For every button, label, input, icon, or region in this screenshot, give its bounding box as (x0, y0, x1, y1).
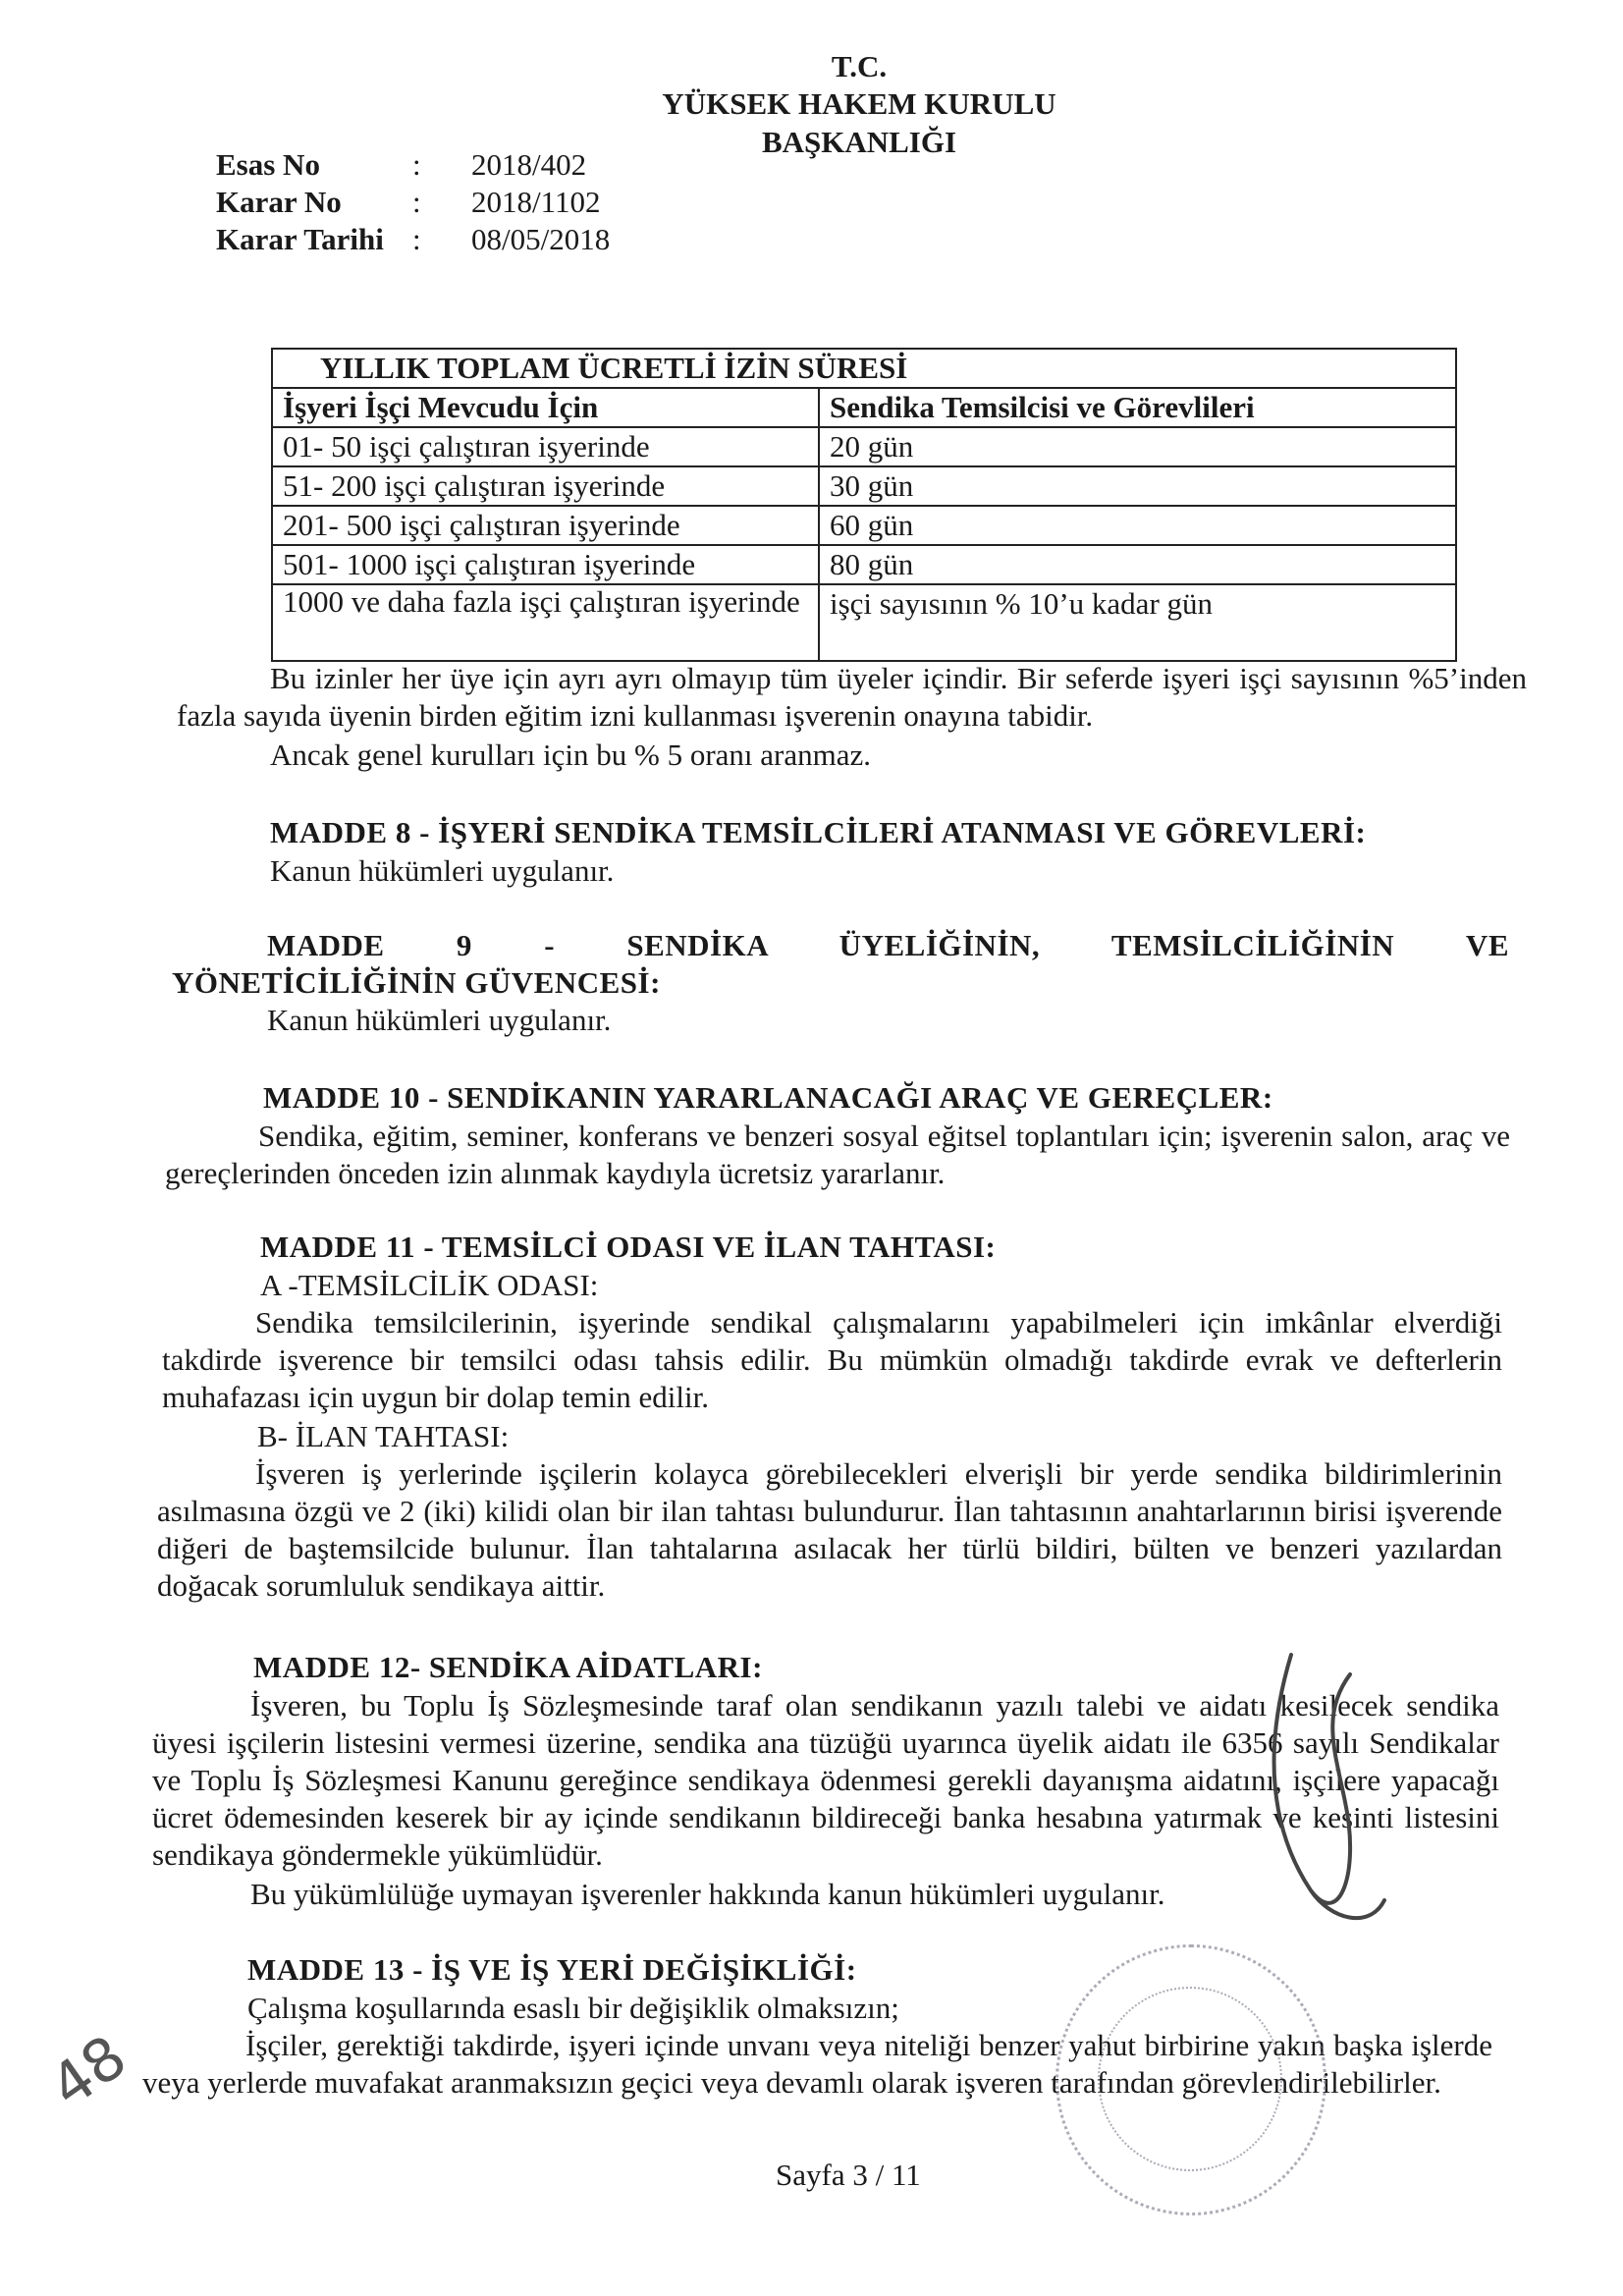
table-cell: 80 gün (819, 545, 1456, 584)
table-cell: 501- 1000 işçi çalıştıran işyerinde (272, 545, 819, 584)
meta-label: Esas No (216, 147, 320, 182)
table-row (272, 584, 1456, 661)
madde-11-text-a: Sendika temsilcilerinin, işyerinde sendikal çalışmalarını yapabilmeleri için imkânlar elverdiği takdirde işverence bir temsilci odası tahsis edilir. Bu mümkün olmadığı takdirde evrak ve defterlerin muhafazası için uygun bir dolap temin edilir. (162, 1305, 1502, 1414)
leave-table (271, 348, 1457, 662)
madde-11-sub-a: A -TEMSİLCİLİK ODASI: (260, 1268, 599, 1302)
table-cell: 201- 500 işçi çalıştıran işyerinde (272, 506, 819, 545)
madde-11-text-b: İşveren iş yerlerinde işçilerin kolayca görebilecekleri elverişli bir yerde sendika bildirimlerinin asılmasına özgü ve 2 (iki) kilidi olan bir ilan tahtası bulundurur. İlan tahtasının anahtarlarının birisi işverende diğeri de baştemsilcide bulunur. İlan tahtalarına asılacak her türlü bildiri, bülten ve benzeri yazılardan doğacak sorumluluk sendikaya aittir. (157, 1456, 1502, 1603)
table-col1-header: İşyeri İşçi Mevcudu İçin (272, 388, 819, 427)
madde-9-title-cont: YÖNETİCİLİĞİNİN GÜVENCESİ: (172, 965, 661, 1000)
madde-9-text: Kanun hükümleri uygulanır. (267, 1003, 612, 1037)
header-kurul: YÜKSEK HAKEM KURULU (662, 86, 1056, 121)
izin-note-line: Ancak genel kurulları için bu % 5 oranı aranmaz. (270, 738, 872, 772)
table-cell: işçi sayısının % 10’u kadar gün (819, 584, 1456, 661)
madde-8-title: MADDE 8 - İŞYERİ SENDİKA TEMSİLCİLERİ ATANMASI VE GÖREVLERİ: (270, 815, 1367, 849)
meta-label: Karar Tarihi (216, 222, 384, 256)
handwritten-signature (1252, 1635, 1399, 1959)
table-cell: 01- 50 işçi çalıştıran işyerinde (272, 427, 819, 466)
madde-13-text-1: Çalışma koşullarında esaslı bir değişiklik olmaksızın; (247, 1991, 899, 2025)
table-header-row (272, 388, 1456, 427)
table-cell: 60 gün (819, 506, 1456, 545)
meta-value: 2018/402 (471, 147, 587, 182)
margin-handwritten-number: 48 (37, 2022, 139, 2122)
table-col2-header: Sendika Temsilcisi ve Görevlileri (819, 388, 1456, 427)
table-title-row (272, 349, 1456, 388)
meta-sep: : (412, 147, 421, 182)
madde-11-sub-b: B- İLAN TAHTASI: (257, 1419, 510, 1453)
madde-10-text: Sendika, eğitim, seminer, konferans ve benzeri sosyal eğitsel toplantıları için; işverenin salon, araç ve gereçlerinden önceden izin alınmak kaydıyla ücretsiz yararlanır. (165, 1119, 1510, 1190)
meta-karar-no (216, 185, 600, 220)
table-row (272, 545, 1456, 584)
madde-13-title: MADDE 13 - İŞ VE İŞ YERİ DEĞİŞİKLİĞİ: (247, 1952, 857, 1987)
meta-label: Karar No (216, 185, 342, 219)
madde-12-title: MADDE 12- SENDİKA AİDATLARI: (253, 1650, 763, 1684)
page-number: Sayfa 3 / 11 (776, 2158, 921, 2192)
meta-esas-no (216, 147, 586, 183)
madde-8-text: Kanun hükümleri uygulanır. (270, 853, 615, 888)
meta-karar-tarihi (216, 222, 610, 257)
table-cell: 51- 200 işçi çalıştıran işyerinde (272, 466, 819, 506)
madde-10-title: MADDE 10 - SENDİKANIN YARARLANACAĞI ARAÇ VE GEREÇLER: (263, 1080, 1273, 1115)
table-title: YILLIK TOPLAM ÜCRETLİ İZİN SÜRESİ (272, 349, 1456, 388)
meta-value: 2018/1102 (471, 185, 601, 219)
meta-sep: : (412, 222, 421, 256)
izin-note-paragraph: Bu izinler her üye için ayrı ayrı olmayıp tüm üyeler içindir. Bir seferde işyeri işçi sayısının %5’inden fazla sayıda üyenin birden eğitim izni kullanması işverenin onayına tabidir. (177, 661, 1527, 733)
madde-11-title: MADDE 11 - TEMSİLCİ ODASI VE İLAN TAHTASI: (260, 1230, 997, 1264)
seal-inner-ring (1098, 1987, 1282, 2171)
madde-12-text-2: Bu yükümlülüğe uymayan işverenler hakkında kanun hükümleri uygulanır. (250, 1877, 1165, 1911)
table-cell: 30 gün (819, 466, 1456, 506)
table-row (272, 506, 1456, 545)
table-cell: 20 gün (819, 427, 1456, 466)
table-cell: 1000 ve daha fazla işçi çalıştıran işyerinde (272, 584, 819, 661)
madde-12-text: İşveren, bu Toplu İş Sözleşmesinde taraf olan sendikanın yazılı talebi ve aidatı kesilecek sendika üyesi işçilerin listesini vermesi üzerine, sendika ana tüzüğü uyarınca üyelik aidatı ile 6356 sayılı Sendikalar ve Toplu İş Sözleşmesi Kanunu gereğince sendikaya ödenmesi gerekli dayanışma aidatını, işçilere yapacağı ücret ödemesinden keserek bir ay içinde sendikanın bildireceği banka hesabına yatırmak ve kesinti listesini sendikaya göndermekle yükümlüdür. (152, 1688, 1499, 1872)
official-seal-stamp (1055, 1944, 1326, 2215)
table-row (272, 427, 1456, 466)
header-tc: T.C. (831, 49, 888, 83)
meta-value: 08/05/2018 (471, 222, 611, 256)
header-baskanlik: BAŞKANLIĞI (761, 125, 957, 159)
madde-9-title: MADDE 9 - SENDİKA ÜYELİĞİNİN, TEMSİLCİLİĞİNİN VE (267, 928, 1509, 962)
madde-13-text-2: İşçiler, gerektiği takdirde, işyeri içinde unvanı veya niteliği benzer yahut birbirine yakın başka işlerde veya yerlerde muvafakat aranmaksızın geçici veya devamlı olarak işveren tarafından görevlendirilebilirler. (142, 2028, 1492, 2100)
meta-sep: : (412, 185, 421, 219)
table-row (272, 466, 1456, 506)
